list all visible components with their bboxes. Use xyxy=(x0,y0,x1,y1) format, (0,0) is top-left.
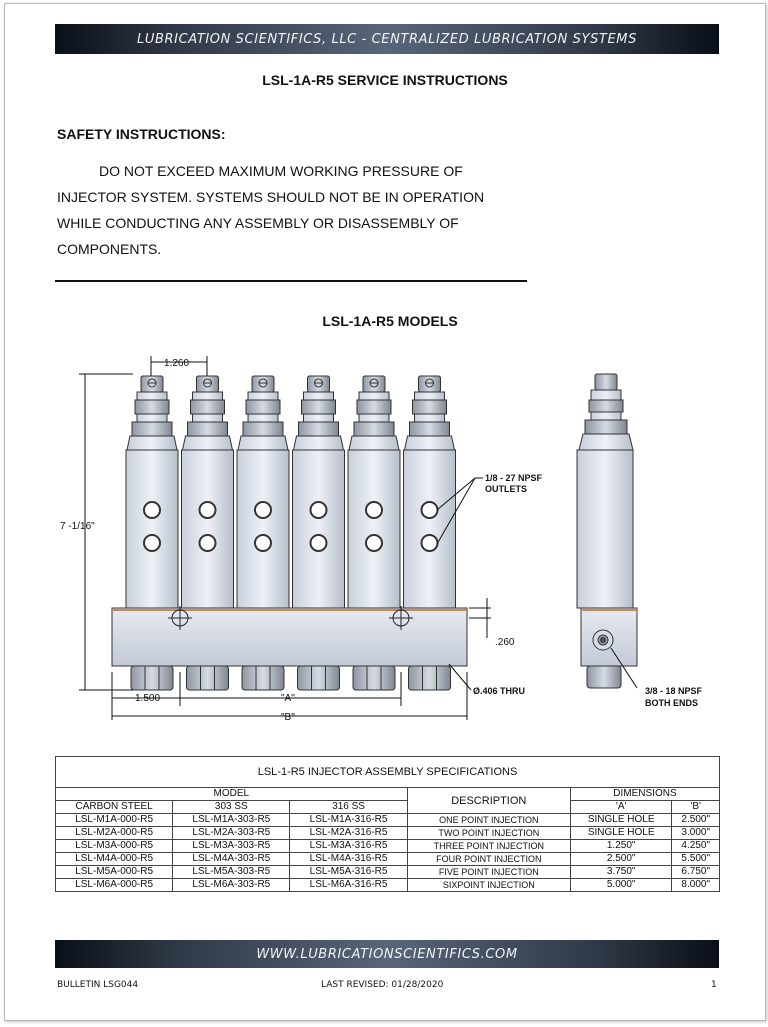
safety-body: DO NOT EXCEED MAXIMUM WORKING PRESSURE OF INJECTOR SYSTEM. SYSTEMS SHOULD NOT BE IN OPERATION WHILE CONDUCTING ANY ASSEMBLY OR DISASSEMBLY OF COMPONENTS. xyxy=(57,163,485,257)
side-view xyxy=(577,374,637,688)
column-header: 'B' xyxy=(672,801,720,814)
service-instructions-page xyxy=(4,3,766,1021)
table-cell: SINGLE HOLE xyxy=(570,814,672,827)
table-body xyxy=(56,814,720,892)
table-cell: SIXPOINT INJECTION xyxy=(407,879,570,892)
table-row xyxy=(56,866,720,879)
table-cell: FIVE POINT INJECTION xyxy=(407,866,570,879)
table-cell: LSL-M3A-000-R5 xyxy=(56,840,173,853)
website-banner xyxy=(55,940,719,968)
manifold-block xyxy=(112,608,467,666)
page-number: 1 xyxy=(711,980,717,990)
table-cell: LSL-M5A-303-R5 xyxy=(173,866,290,879)
table-cell: LSL-M4A-000-R5 xyxy=(56,853,173,866)
table-cell: 8.000" xyxy=(672,879,720,892)
table-cell: LSL-M6A-303-R5 xyxy=(173,879,290,892)
table-cell: LSL-M1A-303-R5 xyxy=(173,814,290,827)
table-cell: LSL-M5A-316-R5 xyxy=(290,866,407,879)
table-cell: LSL-M2A-000-R5 xyxy=(56,827,173,840)
table-cell: 3.000" xyxy=(672,827,720,840)
column-header: 316 SS xyxy=(290,801,407,814)
table-cell: LSL-M6A-316-R5 xyxy=(290,879,407,892)
models-heading: LSL-1A-R5 MODELS xyxy=(322,313,458,329)
table-cell: LSL-M4A-316-R5 xyxy=(290,853,407,866)
specifications-table xyxy=(55,756,720,892)
table-cell: LSL-M6A-000-R5 xyxy=(56,879,173,892)
hole-label: Ø.406 THRU xyxy=(473,686,526,696)
pitch-label: 1.260 xyxy=(164,358,190,369)
table-cell: 5.500" xyxy=(672,853,720,866)
dim-b-label: "B" xyxy=(281,712,295,723)
table-cell: ONE POINT INJECTION xyxy=(407,814,570,827)
table-row xyxy=(56,814,720,827)
dimensions-header: DIMENSIONS xyxy=(570,788,719,801)
column-header: CARBON STEEL xyxy=(56,801,173,814)
document-title: LSL-1A-R5 SERVICE INSTRUCTIONS xyxy=(262,72,508,88)
table-cell: SINGLE HOLE xyxy=(570,827,672,840)
outlets-label-1: 1/8 - 27 NPSF xyxy=(485,473,543,483)
table-cell: LSL-M5A-000-R5 xyxy=(56,866,173,879)
column-header: 'A' xyxy=(570,801,672,814)
dim-a-label: "A" xyxy=(281,693,295,704)
table-cell: FOUR POINT INJECTION xyxy=(407,853,570,866)
injector-assembly-drawing xyxy=(5,4,765,744)
table-row xyxy=(56,853,720,866)
ends-label-1: 3/8 - 18 NPSF xyxy=(645,686,703,696)
last-revised: LAST REVISED: 01/28/2020 xyxy=(321,980,444,990)
description-header: DESCRIPTION xyxy=(407,788,570,814)
hole-leader xyxy=(449,664,471,690)
table-caption: LSL-1-R5 INJECTOR ASSEMBLY SPECIFICATIONS xyxy=(56,757,720,788)
table-cell: 6.750" xyxy=(672,866,720,879)
table-cell: 5.000" xyxy=(570,879,672,892)
bulletin-number: BULLETIN LSG044 xyxy=(57,980,139,990)
table-cell: LSL-M3A-303-R5 xyxy=(173,840,290,853)
website-banner-text: WWW.LUBRICATIONSCIENTIFICS.COM xyxy=(256,946,518,962)
column-header: 303 SS xyxy=(173,801,290,814)
start-label: 1.500 xyxy=(135,693,161,704)
table-cell: 3.750" xyxy=(570,866,672,879)
company-banner-text: LUBRICATION SCIENTIFICS, LLC - CENTRALIZED LUBRICATION SYSTEMS xyxy=(137,31,637,47)
height-label: 7 -1/16" xyxy=(60,521,95,532)
table-cell: LSL-M2A-303-R5 xyxy=(173,827,290,840)
table-row xyxy=(56,879,720,892)
table-row xyxy=(56,840,720,853)
table-cell: LSL-M1A-316-R5 xyxy=(290,814,407,827)
table-cell: LSL-M3A-316-R5 xyxy=(290,840,407,853)
table-cell: 2.500" xyxy=(672,814,720,827)
model-header: MODEL xyxy=(56,788,408,801)
table-cell: LSL-M1A-000-R5 xyxy=(56,814,173,827)
table-cell: THREE POINT INJECTION xyxy=(407,840,570,853)
safety-heading: SAFETY INSTRUCTIONS: xyxy=(57,126,226,142)
table-cell: TWO POINT INJECTION xyxy=(407,827,570,840)
table-cell: LSL-M2A-316-R5 xyxy=(290,827,407,840)
table-row xyxy=(56,827,720,840)
offset-dimension xyxy=(469,598,491,638)
outlets-label-2: OUTLETS xyxy=(485,484,527,494)
table-cell: 4.250" xyxy=(672,840,720,853)
table-cell: LSL-M4A-303-R5 xyxy=(173,853,290,866)
offset-label: .260 xyxy=(495,637,515,648)
ends-label-2: BOTH ENDS xyxy=(645,698,699,708)
table-cell: 2.500" xyxy=(570,853,672,866)
table-cell: 1.250" xyxy=(570,840,672,853)
